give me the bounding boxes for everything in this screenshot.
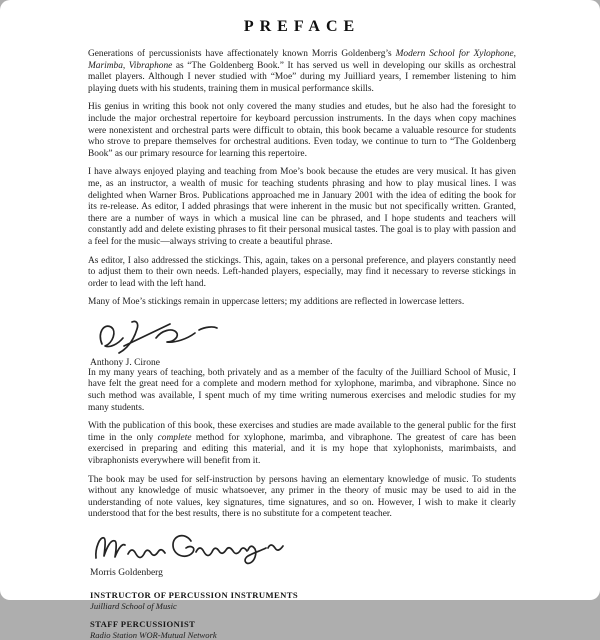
page-title: PREFACE <box>243 18 361 35</box>
credit-role-instructor: INSTRUCTOR OF PERCUSSION INSTRUMENTS <box>90 590 299 600</box>
author-paragraph-3: The book may be used for self-instruction by persons having an elementary knowledge of music. To students without any knowledge of music whatsoever, any primer in the theory of music may be used to aid in the understanding of note values, key signatures, time signatures, and so on. However, I wish to make it clearly understood that for the best results, there is no substitute for a competent teacher. <box>88 474 516 520</box>
goldenberg-signature-name: Morris Goldenberg <box>90 568 163 578</box>
editor-paragraph-1: Generations of percussionists have affectionately known Morris Goldenberg’s Modern School for Xylophone, Marimba, Vibraphone as “The Goldenberg Book.” It has served us well in developing our skills as orchestral mallet players. Although I never studied with “Moe” during my Juilliard years, I remember listening to him playing duets with his students, training them in musical performance skills. <box>88 49 516 94</box>
goldenberg-handwritten-signature <box>90 528 516 566</box>
editor-paragraph-4: As editor, I also addressed the stickings. This, again, takes on a personal preference, and players constantly need to adjust them to their own needs. Left-handed players, especially, may find it necessary to reverse stickings in order to lead with the left hand. <box>88 255 516 289</box>
editor-paragraph-3: I have always enjoyed playing and teaching from Moe’s book because the etudes are very musical. It has given me, as an instructor, a wealth of music for teaching students phrasing and how to play musical lines. I was delighted when Warner Bros. Publications approached me in January 2001 with the idea of editing the book for its re-release. As editor, I added phrasings that were inherent in the music but not specifically written. Granted, there are a number of ways in which a musical line can be phrased, and I hope students and teachers will constantly add and delete existing phrases to fit their personal musical tastes. The goal is to play with passion and a feel for the music—always striving to create a beautiful phrase. <box>88 167 516 247</box>
editor-paragraph-2: His genius in writing this book not only covered the many studies and etudes, but he also had the foresight to include the major orchestral repertoire for keyboard percussion instruments. In the days when copy machines were nonexistent and orchestral parts were difficult to obtain, this book became a valuable resource for students who strove to prepare themselves for orchestral auditions. Even today, we continue to turn to “The Goldenberg Book” as our primary resource for learning this repertoire. <box>88 102 516 159</box>
goldenberg-signature-ink <box>90 528 290 566</box>
credits-block <box>90 590 516 640</box>
cirone-handwritten-signature <box>90 316 516 356</box>
credit-role-staff-percussionist: STAFF PERCUSSIONIST <box>90 619 196 629</box>
credit-org-radio-station: Radio Station WOR-Mutual Network <box>90 630 217 640</box>
cirone-signature-ink <box>90 316 222 356</box>
cirone-signature-name: Anthony J. Cirone <box>90 357 160 368</box>
author-paragraph-1: In my many years of teaching, both privately and as a member of the faculty of the Juilliard School of Music, I have felt the great need for a complete and modern method for xylophone, marimba, and vibraphone. Since no such method was available, I spent much of my time writing numerous exercises and melodic studies for my many students. <box>88 367 516 413</box>
editor-paragraph-5: Many of Moe’s stickings remain in uppercase letters; my additions are reflected in lowercase letters. <box>88 297 465 308</box>
credit-org-juilliard: Juilliard School of Music <box>90 601 177 611</box>
author-paragraph-2: With the publication of this book, these exercises and studies are made available to the general public for the first time in the only complete method for xylophone, marimba, and vibraphone. The greatest of care has been exercised in preparing and editing this material, and it is my hope that xylophonists, marimbaists, and vibraphonists everywhere will benefit from it. <box>88 421 517 467</box>
